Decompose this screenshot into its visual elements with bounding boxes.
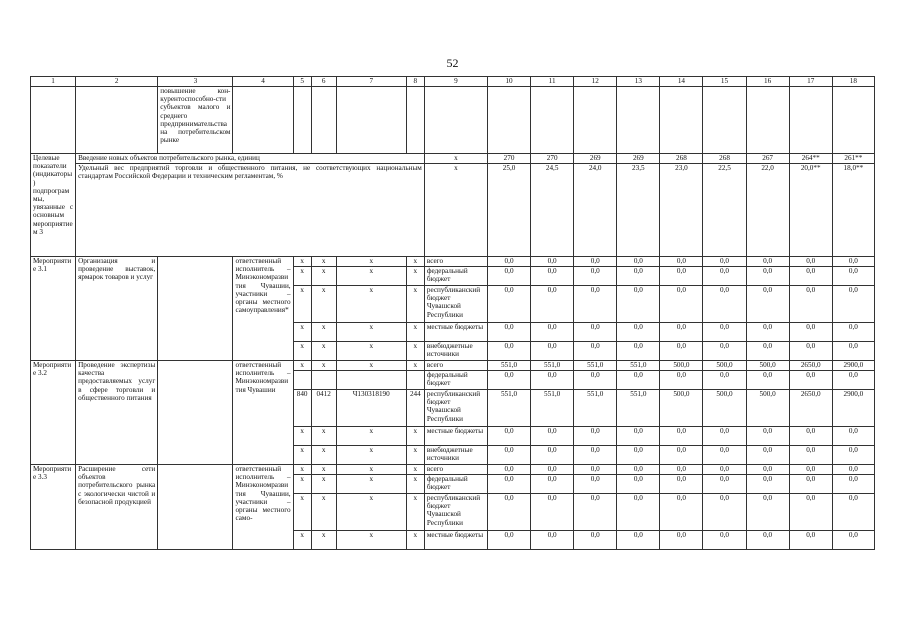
funding-value: 0,0 [660, 475, 703, 494]
funding-value: 0,0 [531, 427, 574, 446]
budget-code-grbs: x [293, 267, 311, 286]
funding-value: 0,0 [488, 286, 531, 323]
funding-value: 0,0 [660, 257, 703, 267]
funding-value: 0,0 [488, 465, 531, 475]
budget-code-grbs: x [293, 427, 311, 446]
target-value: 22,0 [746, 164, 789, 257]
funding-value: 0,0 [617, 427, 660, 446]
measure-name: Мероприятие 3.3 [31, 465, 76, 550]
target-value: 270 [531, 154, 574, 164]
funding-value: 0,0 [574, 342, 617, 361]
budget-code-grbs: x [293, 361, 311, 371]
measure-goal [158, 257, 233, 361]
table-cell [617, 87, 660, 154]
funding-value: 0,0 [531, 267, 574, 286]
funding-value: 0,0 [789, 257, 832, 267]
funding-source: внебюджетные источники [424, 446, 487, 465]
funding-value: 0,0 [617, 465, 660, 475]
funding-source: местные бюджеты [424, 531, 487, 550]
target-row [31, 164, 875, 257]
funding-value: 0,0 [789, 475, 832, 494]
funding-value: 0,0 [832, 446, 874, 465]
funding-value: 0,0 [832, 267, 874, 286]
funding-value: 0,0 [531, 475, 574, 494]
funding-value: 0,0 [488, 371, 531, 390]
funding-value: 0,0 [488, 427, 531, 446]
funding-value: 0,0 [703, 475, 746, 494]
budget-code-section: x [311, 427, 336, 446]
column-number: 3 [158, 77, 233, 87]
funding-value: 0,0 [574, 323, 617, 342]
funding-value: 0,0 [617, 267, 660, 286]
budget-code-section: x [311, 267, 336, 286]
funding-value: 0,0 [531, 257, 574, 267]
funding-value: 0,0 [832, 371, 874, 390]
funding-value: 2900,0 [832, 390, 874, 427]
budget-code-section: x [311, 475, 336, 494]
funding-source: внебюджетные источники [424, 342, 487, 361]
budget-code-target: x [336, 361, 406, 371]
budget-code-type: x [406, 286, 424, 323]
page-number: 52 [446, 56, 459, 70]
table-cell [789, 87, 832, 154]
measure-responsible: ответственный исполнитель – Минэкономразвития Чувашии, участники – органы местного само- [233, 465, 293, 550]
funding-source: республиканский бюджет Чувашской Республики [424, 494, 487, 531]
budget-code-type: x [406, 475, 424, 494]
funding-value: 0,0 [617, 286, 660, 323]
target-value: 268 [660, 154, 703, 164]
funding-value: 0,0 [488, 446, 531, 465]
measure-goal [158, 465, 233, 550]
continuation-text: повышение кон-курентоспособно-сти субъектов малого и среднего предпринимательства на потребительском рынке [158, 87, 233, 154]
column-number: 17 [789, 77, 832, 87]
budget-code-grbs: x [293, 257, 311, 267]
column-number: 4 [233, 77, 293, 87]
target-value: 270 [488, 154, 531, 164]
funding-value: 0,0 [789, 342, 832, 361]
funding-value: 0,0 [832, 475, 874, 494]
table-cell [488, 87, 531, 154]
funding-value: 0,0 [660, 267, 703, 286]
funding-value: 551,0 [531, 361, 574, 371]
funding-value: 0,0 [574, 475, 617, 494]
budget-code-type: x [406, 494, 424, 531]
funding-value: 0,0 [574, 531, 617, 550]
budget-code-target [336, 371, 406, 390]
targets-label: Целевые показатели (индикаторы) подпрограммы, увязанные с основным мероприятием 3 [31, 154, 76, 257]
table-cell [660, 87, 703, 154]
funding-value: 0,0 [488, 323, 531, 342]
measure-description: Расширение сети объектов потребительского рынка с экологически чистой и безопасной продукцией [76, 465, 158, 550]
funding-value: 500,0 [703, 361, 746, 371]
funding-value: 0,0 [531, 371, 574, 390]
funding-value: 0,0 [531, 286, 574, 323]
funding-value: 0,0 [617, 257, 660, 267]
funding-value: 0,0 [746, 257, 789, 267]
budget-code-type: x [406, 531, 424, 550]
budget-code-grbs: 840 [293, 390, 311, 427]
funding-source: местные бюджеты [424, 323, 487, 342]
column-number: 15 [703, 77, 746, 87]
column-number: 6 [311, 77, 336, 87]
funding-value: 0,0 [832, 465, 874, 475]
funding-value: 0,0 [746, 267, 789, 286]
measure-goal [158, 361, 233, 465]
budget-code-section: x [311, 342, 336, 361]
funding-value: 0,0 [574, 257, 617, 267]
table-cell [406, 87, 424, 154]
funding-value: 0,0 [703, 371, 746, 390]
table-body [31, 77, 875, 550]
table-cell [311, 87, 336, 154]
funding-value: 0,0 [703, 267, 746, 286]
budget-code-grbs: x [293, 342, 311, 361]
funding-value: 0,0 [617, 494, 660, 531]
funding-value: 0,0 [789, 427, 832, 446]
column-number: 5 [293, 77, 311, 87]
column-number: 1 [31, 77, 76, 87]
column-number: 18 [832, 77, 874, 87]
budget-code-section: x [311, 494, 336, 531]
funding-value: 500,0 [660, 390, 703, 427]
target-value: 23,5 [617, 164, 660, 257]
target-indicator-text: Удельный вес предприятий торговли и общественного питания, не соответствующих национальным стандартам Российской Федерации и техническим регламентам, % [76, 164, 425, 257]
target-value: 18,0** [832, 164, 874, 257]
table-cell [31, 87, 76, 154]
table-cell [574, 87, 617, 154]
budget-code-type: x [406, 446, 424, 465]
budget-code-target: x [336, 257, 406, 267]
budget-code-target: x [336, 446, 406, 465]
column-number: 12 [574, 77, 617, 87]
budget-code-type: 244 [406, 390, 424, 427]
funding-value: 0,0 [832, 342, 874, 361]
budget-code-grbs [293, 371, 311, 390]
budget-code-section: x [311, 446, 336, 465]
budget-code-section: x [311, 465, 336, 475]
target-x: x [424, 164, 487, 257]
table-cell [76, 87, 158, 154]
funding-value: 2650,0 [789, 361, 832, 371]
table-cell [746, 87, 789, 154]
funding-value: 551,0 [531, 390, 574, 427]
funding-value: 0,0 [660, 427, 703, 446]
table-cell [703, 87, 746, 154]
budget-code-target: x [336, 475, 406, 494]
budget-code-grbs: x [293, 494, 311, 531]
budget-code-target: x [336, 531, 406, 550]
budget-code-target: x [336, 286, 406, 323]
target-indicator-text: Введение новых объектов потребительского рынка, единиц [76, 154, 425, 164]
funding-value: 0,0 [703, 257, 746, 267]
measure-name: Мероприятие 3.2 [31, 361, 76, 465]
budget-code-type: x [406, 465, 424, 475]
funding-value: 0,0 [488, 531, 531, 550]
budget-code-type: x [406, 427, 424, 446]
table-cell [424, 87, 487, 154]
funding-source: местные бюджеты [424, 427, 487, 446]
budget-code-type [406, 371, 424, 390]
funding-value: 0,0 [746, 446, 789, 465]
funding-value: 0,0 [746, 371, 789, 390]
budget-code-section [311, 371, 336, 390]
target-value: 24,0 [574, 164, 617, 257]
budget-code-target: x [336, 323, 406, 342]
funding-value: 0,0 [832, 427, 874, 446]
funding-value: 0,0 [531, 446, 574, 465]
budget-code-target: x [336, 267, 406, 286]
budget-code-section: 0412 [311, 390, 336, 427]
measure-responsible: ответственный исполнитель – Минэкономразвития Чувашии [233, 361, 293, 465]
funding-source: всего [424, 361, 487, 371]
column-number: 16 [746, 77, 789, 87]
budget-code-target: x [336, 342, 406, 361]
budget-code-grbs: x [293, 531, 311, 550]
funding-value: 0,0 [660, 286, 703, 323]
funding-value: 0,0 [660, 342, 703, 361]
funding-value: 0,0 [660, 446, 703, 465]
target-value: 22,5 [703, 164, 746, 257]
funding-source: федеральный бюджет [424, 267, 487, 286]
measure-description: Организация и проведение выставок, ярмарок товаров и услуг [76, 257, 158, 361]
budget-code-grbs: x [293, 323, 311, 342]
target-value: 25,0 [488, 164, 531, 257]
target-value: 264** [789, 154, 832, 164]
funding-value: 551,0 [574, 390, 617, 427]
funding-value: 0,0 [703, 427, 746, 446]
budget-code-type: x [406, 361, 424, 371]
funding-value: 0,0 [832, 494, 874, 531]
funding-value: 0,0 [531, 323, 574, 342]
table-cell [336, 87, 406, 154]
funding-source: всего [424, 465, 487, 475]
funding-value: 500,0 [703, 390, 746, 427]
column-number: 2 [76, 77, 158, 87]
target-value: 268 [703, 154, 746, 164]
target-value: 269 [617, 154, 660, 164]
funding-source: республиканский бюджет Чувашской Республики [424, 390, 487, 427]
funding-value: 0,0 [617, 342, 660, 361]
funding-value: 0,0 [746, 465, 789, 475]
column-number: 14 [660, 77, 703, 87]
measure-description: Проведение экспертизы качества предоставляемых услуг в сфере торговли и общественного питания [76, 361, 158, 465]
funding-value: 0,0 [660, 323, 703, 342]
budget-code-grbs: x [293, 446, 311, 465]
target-row [31, 154, 875, 164]
funding-value: 0,0 [789, 531, 832, 550]
funding-value: 0,0 [617, 323, 660, 342]
funding-value: 551,0 [488, 361, 531, 371]
funding-value: 0,0 [488, 257, 531, 267]
column-number: 11 [531, 77, 574, 87]
column-number: 10 [488, 77, 531, 87]
program-table [30, 76, 875, 550]
funding-value: 0,0 [574, 267, 617, 286]
funding-source: федеральный бюджет [424, 475, 487, 494]
funding-row [31, 465, 875, 475]
funding-value: 0,0 [789, 267, 832, 286]
funding-value: 0,0 [703, 494, 746, 531]
funding-value: 0,0 [660, 371, 703, 390]
table-cell [531, 87, 574, 154]
funding-value: 0,0 [746, 286, 789, 323]
funding-value: 0,0 [746, 342, 789, 361]
funding-value: 551,0 [488, 390, 531, 427]
funding-value: 0,0 [703, 531, 746, 550]
funding-value: 0,0 [488, 494, 531, 531]
budget-code-target: x [336, 427, 406, 446]
funding-value: 551,0 [574, 361, 617, 371]
budget-code-grbs: x [293, 286, 311, 323]
target-value: 269 [574, 154, 617, 164]
funding-value: 0,0 [746, 475, 789, 494]
funding-source: республиканский бюджет Чувашской Республики [424, 286, 487, 323]
funding-value: 500,0 [660, 361, 703, 371]
measure-name: Мероприятие 3.1 [31, 257, 76, 361]
funding-value: 551,0 [617, 361, 660, 371]
budget-code-type: x [406, 257, 424, 267]
budget-code-type: x [406, 342, 424, 361]
column-number: 13 [617, 77, 660, 87]
funding-value: 0,0 [789, 371, 832, 390]
funding-value: 0,0 [574, 286, 617, 323]
budget-code-section: x [311, 257, 336, 267]
funding-value: 0,0 [574, 427, 617, 446]
funding-value: 0,0 [832, 286, 874, 323]
budget-code-section: x [311, 286, 336, 323]
funding-value: 0,0 [832, 257, 874, 267]
funding-value: 500,0 [746, 390, 789, 427]
header-row [31, 77, 875, 87]
table-cell [293, 87, 311, 154]
funding-value: 0,0 [531, 465, 574, 475]
budget-code-type: x [406, 323, 424, 342]
funding-value: 0,0 [746, 323, 789, 342]
funding-value: 0,0 [617, 531, 660, 550]
funding-value: 0,0 [789, 494, 832, 531]
funding-source: всего [424, 257, 487, 267]
funding-value: 0,0 [789, 465, 832, 475]
funding-value: 0,0 [832, 323, 874, 342]
funding-value: 0,0 [617, 371, 660, 390]
table-cell [233, 87, 293, 154]
funding-value: 0,0 [531, 531, 574, 550]
target-value: 261** [832, 154, 874, 164]
budget-code-type: x [406, 267, 424, 286]
target-x: x [424, 154, 487, 164]
funding-value: 0,0 [660, 531, 703, 550]
budget-code-grbs: x [293, 475, 311, 494]
funding-value: 0,0 [746, 427, 789, 446]
funding-value: 0,0 [488, 342, 531, 361]
funding-value: 0,0 [703, 286, 746, 323]
column-number: 8 [406, 77, 424, 87]
funding-value: 0,0 [574, 371, 617, 390]
funding-value: 0,0 [703, 342, 746, 361]
budget-code-section: x [311, 323, 336, 342]
funding-value: 0,0 [789, 446, 832, 465]
budget-code-target: x [336, 465, 406, 475]
column-number: 9 [424, 77, 487, 87]
funding-value: 0,0 [660, 465, 703, 475]
budget-code-target: Ч130318190 [336, 390, 406, 427]
funding-row [31, 257, 875, 267]
funding-value: 2900,0 [832, 361, 874, 371]
funding-row [31, 361, 875, 371]
target-value: 23,0 [660, 164, 703, 257]
table-cell [832, 87, 874, 154]
continuation-row [31, 87, 875, 154]
funding-value: 0,0 [746, 494, 789, 531]
budget-code-grbs: x [293, 465, 311, 475]
target-value: 267 [746, 154, 789, 164]
funding-value: 0,0 [746, 531, 789, 550]
funding-value: 0,0 [531, 494, 574, 531]
funding-value: 0,0 [488, 475, 531, 494]
target-value: 20,0** [789, 164, 832, 257]
funding-value: 0,0 [789, 286, 832, 323]
funding-value: 0,0 [703, 446, 746, 465]
measure-responsible: ответственный исполнитель – Минэкономразвития Чувашии, участники – органы местного самоуправления* [233, 257, 293, 361]
funding-value: 0,0 [574, 494, 617, 531]
funding-value: 0,0 [617, 446, 660, 465]
funding-value: 551,0 [617, 390, 660, 427]
funding-value: 2650,0 [789, 390, 832, 427]
funding-value: 0,0 [574, 465, 617, 475]
funding-value: 0,0 [574, 446, 617, 465]
funding-value: 0,0 [660, 494, 703, 531]
funding-value: 0,0 [789, 323, 832, 342]
funding-value: 0,0 [531, 342, 574, 361]
budget-code-section: x [311, 531, 336, 550]
funding-value: 0,0 [703, 465, 746, 475]
funding-value: 0,0 [703, 323, 746, 342]
column-number: 7 [336, 77, 406, 87]
funding-source: федеральный бюджет [424, 371, 487, 390]
budget-code-section: x [311, 361, 336, 371]
target-value: 24,5 [531, 164, 574, 257]
funding-value: 500,0 [746, 361, 789, 371]
funding-value: 0,0 [488, 267, 531, 286]
funding-value: 0,0 [832, 531, 874, 550]
budget-code-target: x [336, 494, 406, 531]
funding-value: 0,0 [617, 475, 660, 494]
